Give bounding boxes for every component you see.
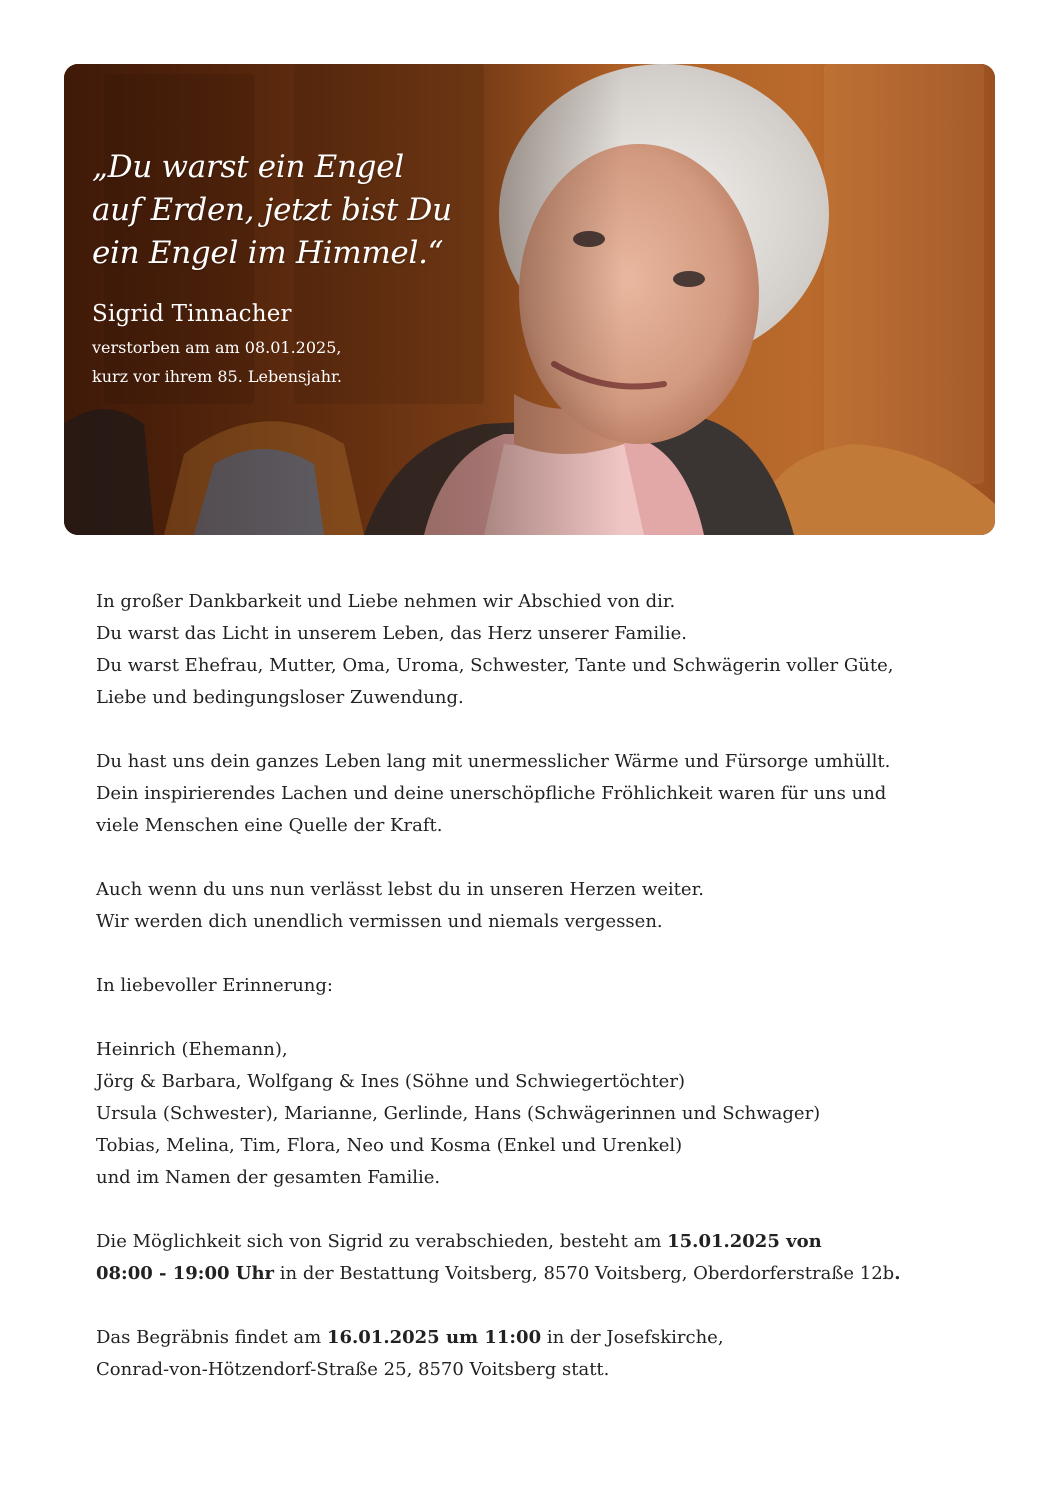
family-line: Ursula (Schwester), Marianne, Gerlinde, Hans (Schwägerinnen und Schwager) (96, 1103, 821, 1124)
paragraph-farewell (96, 586, 976, 714)
hero-quote (92, 146, 512, 275)
viewing-date: 15.01.2025 von (667, 1231, 822, 1252)
text-line (96, 1322, 976, 1354)
viewing-info (96, 1226, 976, 1290)
family-line: Tobias, Melina, Tim, Flora, Neo und Kosma (Enkel und Urenkel) (96, 1135, 683, 1156)
paragraph-memory (96, 874, 976, 938)
funeral-address: Conrad-von-Hötzendorf-Straße 25, 8570 Voitsberg statt. (96, 1359, 610, 1380)
funeral-pre: Das Begräbnis findet am (96, 1327, 327, 1348)
text-line: Auch wenn du uns nun verlässt lebst du in unseren Herzen weiter. (96, 879, 704, 900)
text-line: Du warst Ehefrau, Mutter, Oma, Uroma, Schwester, Tante und Schwägerin voller Güte, (96, 655, 894, 676)
quote-line: auf Erden, jetzt bist Du (92, 192, 452, 228)
death-info-line: verstorben am am 08.01.2025, (92, 338, 342, 357)
text-line: viele Menschen eine Quelle der Kraft. (96, 815, 443, 836)
text-line: In liebevoller Erinnerung: (96, 975, 333, 996)
family-line: Heinrich (Ehemann), (96, 1039, 288, 1060)
paragraph-warmth (96, 746, 976, 842)
text-line: Dein inspirierendes Lachen und deine unerschöpfliche Fröhlichkeit waren für uns und (96, 783, 887, 804)
hero-banner (64, 64, 995, 535)
quote-line: ein Engel im Himmel.“ (92, 235, 444, 271)
funeral-post: in der Josefskirche, (541, 1327, 724, 1348)
text-line (96, 1258, 976, 1290)
text-line (96, 1226, 976, 1258)
paragraph-remembrance (96, 970, 976, 1002)
deceased-name: Sigrid Tinnacher (92, 301, 292, 327)
quote-line: „Du warst ein Engel (92, 149, 404, 185)
family-line: Jörg & Barbara, Wolfgang & Ines (Söhne und Schwiegertöchter) (96, 1071, 685, 1092)
family-line: und im Namen der gesamten Familie. (96, 1167, 441, 1188)
family-list (96, 1034, 976, 1194)
text-line: Liebe und bedingungsloser Zuwendung. (96, 687, 464, 708)
viewing-pre: Die Möglichkeit sich von Sigrid zu verabschieden, besteht am (96, 1231, 668, 1252)
viewing-time: 08:00 - 19:00 Uhr (96, 1263, 275, 1284)
obituary-text (96, 586, 976, 1418)
text-line: Du hast uns dein ganzes Leben lang mit unermesslicher Wärme und Fürsorge umhüllt. (96, 751, 891, 772)
text-line: Wir werden dich unendlich vermissen und niemals vergessen. (96, 911, 663, 932)
text-line: In großer Dankbarkeit und Liebe nehmen wir Abschied von dir. (96, 591, 676, 612)
death-info (92, 333, 512, 391)
text-line: Du warst das Licht in unserem Leben, das Herz unserer Familie. (96, 623, 687, 644)
hero-text-block (92, 146, 512, 391)
funeral-datetime: 16.01.2025 um 11:00 (326, 1327, 542, 1348)
viewing-end: . (894, 1263, 901, 1284)
viewing-location: in der Bestattung Voitsberg, 8570 Voitsberg, Oberdorferstraße 12b (274, 1263, 895, 1284)
death-info-line: kurz vor ihrem 85. Lebensjahr. (92, 367, 342, 386)
funeral-info (96, 1322, 976, 1386)
